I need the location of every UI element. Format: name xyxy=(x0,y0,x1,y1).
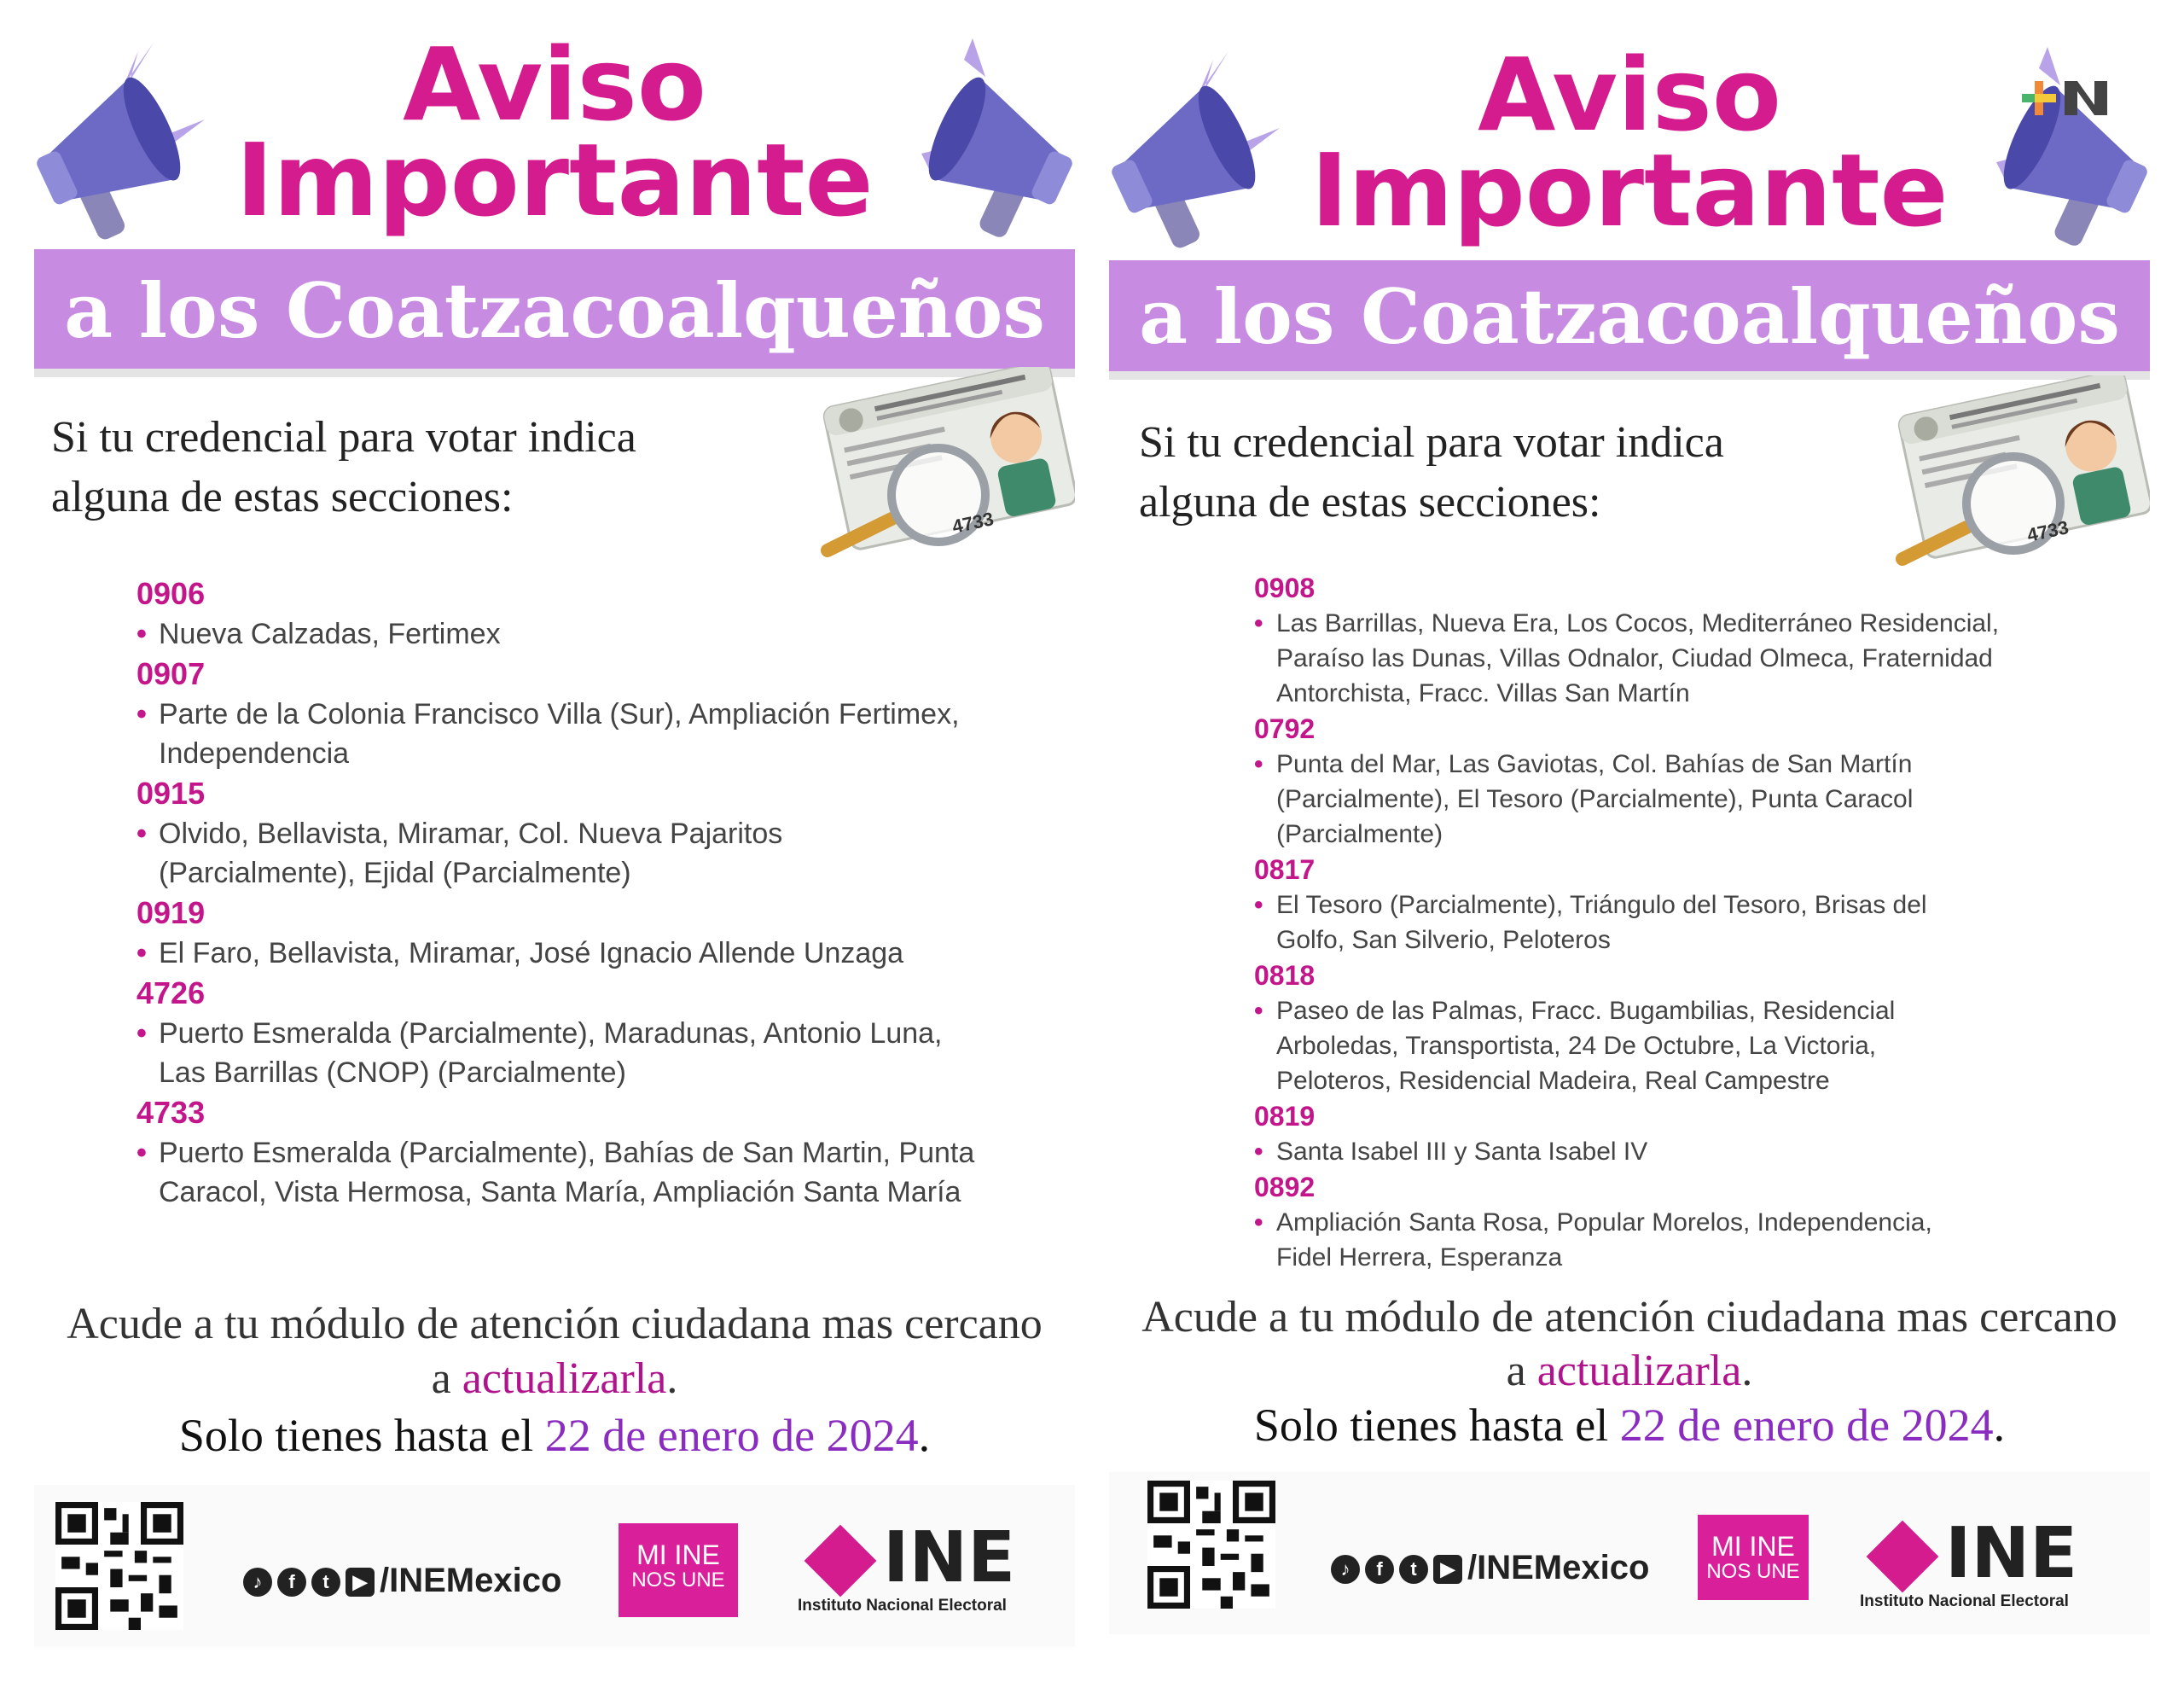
section-entry xyxy=(136,893,998,973)
neighborhood-line: • Puerto Esmeralda (Parcialmente), Maradunas, Antonio Luna, xyxy=(159,1017,943,1050)
section-entry xyxy=(1254,570,2090,711)
deadline-date: 22 de enero de 2024 xyxy=(544,1410,919,1461)
section-code: 0907 xyxy=(136,656,206,691)
voter-card-magnifier-icon xyxy=(1885,375,2150,572)
card-section-number: 4733 xyxy=(950,508,996,538)
neighborhood-line: • El Faro, Bellavista, Miramar, José Ignacio Allende Unzaga xyxy=(159,937,904,969)
sections-list xyxy=(136,573,998,1212)
ine-logo xyxy=(1860,1513,2116,1613)
section-entry xyxy=(136,773,998,893)
ine-logo xyxy=(798,1517,1054,1617)
mine-line-1: MI INE xyxy=(1711,1531,1795,1562)
section-neighborhoods xyxy=(1254,993,2090,1098)
neighborhood-line: (Parcialmente), Ejidal (Parcialmente) xyxy=(159,857,631,889)
tiktok-icon: ♪ xyxy=(243,1568,272,1597)
neighborhood-line: • Nueva Calzadas, Fertimex xyxy=(159,618,501,650)
footer-text: . xyxy=(1741,1347,1753,1395)
intro-line-1: Si tu credencial para votar indica xyxy=(1139,418,1724,467)
social-handle: /INEMexico xyxy=(1467,1549,1650,1586)
notice-right xyxy=(1109,0,2150,1682)
footer-logos xyxy=(34,1485,1075,1647)
neighborhood-line: Paraíso las Dunas, Villas Odnalor, Ciudad Olmeca, Fraternidad xyxy=(1276,644,1993,672)
subtitle-text: a los Coatzacoalqueños xyxy=(64,266,1045,355)
neighborhood-line: • Ampliación Santa Rosa, Popular Morelos, Independencia, xyxy=(1276,1208,1932,1237)
section-entry xyxy=(1254,852,2090,957)
mine-line-1: MI INE xyxy=(636,1539,720,1570)
tiktok-icon: ♪ xyxy=(1331,1555,1360,1584)
intro-text xyxy=(51,408,785,527)
neighborhood-line: (Parcialmente), El Tesoro (Parcialmente), Punta Caracol xyxy=(1276,785,1914,813)
card-section-number: 4733 xyxy=(2024,516,2071,546)
footer-line-1: Acude a tu módulo de atención ciudadana mas cercano xyxy=(1141,1293,2117,1342)
facebook-icon: f xyxy=(277,1568,306,1597)
section-entry xyxy=(1254,1098,2090,1169)
neighborhood-line: Arboledas, Transportista, 24 De Octubre, La Victoria, xyxy=(1276,1032,1877,1060)
footer-logos xyxy=(1109,1472,2150,1634)
section-entry xyxy=(136,573,998,654)
section-entry xyxy=(136,1092,998,1212)
neighborhood-line: Golfo, San Silverio, Peloteros xyxy=(1276,926,1611,954)
section-neighborhoods xyxy=(1254,747,2090,852)
neighborhood-line: • Puerto Esmeralda (Parcialmente), Bahías de San Martin, Punta xyxy=(159,1137,975,1169)
section-neighborhoods xyxy=(136,614,998,654)
section-code: 0892 xyxy=(1254,1172,1316,1202)
section-neighborhoods xyxy=(136,1133,998,1212)
section-code: 4726 xyxy=(136,975,206,1010)
twitter-icon: t xyxy=(311,1568,340,1597)
footer-text: a xyxy=(431,1354,462,1403)
intro-line-2: alguna de estas secciones: xyxy=(51,473,514,521)
mine-line-2: NOS UNE xyxy=(631,1569,725,1592)
update-highlight: actualizarla xyxy=(1536,1347,1742,1395)
ine-wordmark: INE xyxy=(1945,1513,2078,1594)
neighborhood-line: Peloteros, Residencial Madeira, Real Campestre xyxy=(1276,1067,1830,1095)
subtitle-band xyxy=(1109,260,2150,380)
footer-text: Solo tienes hasta el xyxy=(1253,1400,1620,1451)
footer-line-3 xyxy=(1109,1398,2150,1452)
section-entry xyxy=(1254,957,2090,1098)
subtitle-band xyxy=(34,249,1075,377)
mi-ine-nos-une-logo xyxy=(619,1523,738,1617)
ine-subtitle: Instituto Nacional Electoral xyxy=(1860,1592,2069,1610)
social-links xyxy=(1331,1549,1649,1587)
section-code: 0915 xyxy=(136,776,206,811)
mine-line-2: NOS UNE xyxy=(1706,1560,1800,1583)
neighborhood-line: Independencia xyxy=(159,737,350,770)
section-code: 0792 xyxy=(1254,713,1316,744)
neighborhood-line: (Parcialmente) xyxy=(1276,820,1443,848)
footer-line-2 xyxy=(1109,1344,2150,1399)
neighborhood-line: Caracol, Vista Hermosa, Santa María, Ampliación Santa María xyxy=(159,1176,961,1208)
title-line-2: Importante xyxy=(235,121,874,239)
neighborhood-line: Antorchista, Fracc. Villas San Martín xyxy=(1276,679,1690,707)
neighborhood-line: • Paseo de las Palmas, Fracc. Bugambilias, Residencial xyxy=(1276,997,1896,1025)
section-neighborhoods xyxy=(1254,1205,2090,1275)
section-code: 0908 xyxy=(1254,573,1316,603)
section-entry xyxy=(136,973,998,1092)
section-neighborhoods xyxy=(1254,888,2090,957)
section-neighborhoods xyxy=(136,1014,998,1092)
ine-diamond-icon xyxy=(804,1525,877,1598)
ine-wordmark: INE xyxy=(883,1517,1016,1598)
voter-card-magnifier-icon xyxy=(810,367,1075,563)
footer-line-1: Acude a tu módulo de atención ciudadana mas cercano xyxy=(67,1300,1043,1348)
intro-line-2: alguna de estas secciones: xyxy=(1139,478,1601,527)
social-handle: /INEMexico xyxy=(380,1562,562,1599)
section-neighborhoods xyxy=(136,695,998,773)
subtitle-text: a los Coatzacoalqueños xyxy=(1139,272,2120,361)
neighborhood-line: • Las Barrillas, Nueva Era, Los Cocos, Mediterráneo Residencial, xyxy=(1276,609,2000,637)
section-neighborhoods xyxy=(136,814,998,893)
section-neighborhoods xyxy=(1254,606,2090,711)
footer-text: Solo tienes hasta el xyxy=(178,1410,545,1461)
mi-ine-nos-une-logo xyxy=(1698,1515,1809,1600)
neighborhood-line: • El Tesoro (Parcialmente), Triángulo del Tesoro, Brisas del xyxy=(1276,891,1927,919)
notice-left xyxy=(34,0,1075,1682)
footer-line-2 xyxy=(34,1352,1075,1406)
section-code: 0919 xyxy=(136,895,206,930)
footer-text: . xyxy=(918,1410,931,1461)
intro-text xyxy=(1139,413,1873,533)
footer-line-3 xyxy=(34,1408,1075,1463)
section-neighborhoods xyxy=(136,934,998,973)
section-code: 0906 xyxy=(136,576,206,611)
ine-diamond-icon xyxy=(1867,1521,1939,1593)
update-highlight: actualizarla xyxy=(462,1354,667,1403)
neighborhood-line: • Parte de la Colonia Francisco Villa (Sur), Ampliación Fertimex, xyxy=(159,698,960,730)
social-links xyxy=(243,1562,561,1600)
facebook-icon: f xyxy=(1365,1555,1394,1584)
ine-subtitle: Instituto Nacional Electoral xyxy=(798,1597,1007,1615)
footer-text: a xyxy=(1506,1347,1537,1395)
neighborhood-line: • Santa Isabel III y Santa Isabel IV xyxy=(1276,1138,1648,1166)
title-line-2: Importante xyxy=(1310,131,1949,249)
section-entry xyxy=(1254,1169,2090,1275)
section-neighborhoods xyxy=(1254,1134,2090,1169)
neighborhood-line: Fidel Herrera, Esperanza xyxy=(1276,1243,1563,1272)
qr-code-icon xyxy=(1147,1481,1275,1609)
neighborhood-line: • Punta del Mar, Las Gaviotas, Col. Bahías de San Martín xyxy=(1276,750,1913,778)
youtube-icon: ▶ xyxy=(1433,1555,1462,1584)
section-code: 0818 xyxy=(1254,960,1316,991)
title-line-1: Aviso xyxy=(1478,36,1781,154)
section-code: 4733 xyxy=(136,1095,206,1130)
twitter-icon: t xyxy=(1399,1555,1428,1584)
section-code: 0819 xyxy=(1254,1101,1316,1132)
youtube-icon: ▶ xyxy=(346,1568,375,1597)
intro-line-1: Si tu credencial para votar indica xyxy=(51,413,636,462)
footer-text: . xyxy=(666,1354,678,1403)
section-entry xyxy=(1254,711,2090,852)
title-line-1: Aviso xyxy=(403,26,706,143)
qr-code-icon xyxy=(55,1502,183,1630)
section-entry xyxy=(136,654,998,773)
neighborhood-line: • Olvido, Bellavista, Miramar, Col. Nueva Pajaritos xyxy=(159,818,783,850)
section-code: 0817 xyxy=(1254,854,1316,885)
neighborhood-line: Las Barrillas (CNOP) (Parcialmente) xyxy=(159,1056,626,1089)
sections-list xyxy=(1254,570,2090,1275)
footer-text: . xyxy=(1993,1400,2006,1451)
deadline-date: 22 de enero de 2024 xyxy=(1619,1400,1994,1451)
